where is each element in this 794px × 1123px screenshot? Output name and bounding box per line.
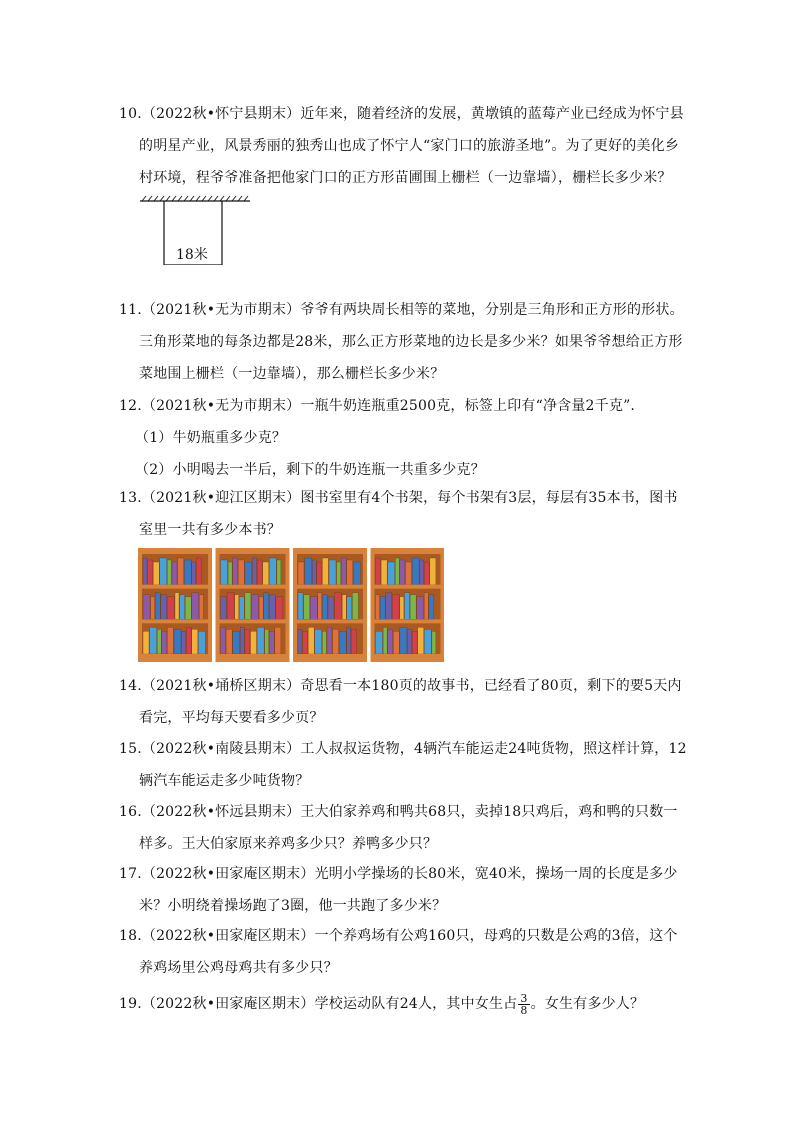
- question-10-line-3: 村环境，程爷爷准备把他家门口的正方形苗圃围上栅栏（一边靠墙），栅栏长多少米？: [139, 170, 672, 186]
- book: [424, 562, 429, 585]
- book: [148, 560, 153, 585]
- book: [317, 562, 322, 585]
- book: [395, 558, 399, 585]
- book: [405, 593, 410, 620]
- book: [388, 629, 393, 654]
- book: [167, 560, 171, 585]
- book: [276, 597, 283, 620]
- book: [161, 595, 167, 620]
- book: [322, 631, 326, 654]
- book: [400, 597, 404, 620]
- book: [424, 593, 428, 620]
- book: [221, 560, 228, 585]
- book: [238, 560, 244, 585]
- book: [351, 629, 356, 654]
- book: [184, 560, 191, 585]
- book: [392, 595, 399, 620]
- book: [233, 558, 238, 585]
- question-12-line-1: 12.（2021秋•无为市期末）一瓶牛奶连瓶重2500克，标签上印有“净含量2千克”.: [119, 398, 636, 414]
- question-13: [119, 482, 679, 546]
- book: [150, 627, 157, 654]
- question-18-line-1: 18.（2022秋•田家庵区期末）一个养鸡场有公鸡160只，母鸡的只数是公鸡的3倍，这个: [119, 928, 678, 944]
- question-10-line-1: 10.（2022秋•怀宁县期末）近年来，随着经济的发展，黄墩镇的蓝莓产业已经成为怀宁县: [119, 106, 684, 122]
- shelf-board: [373, 619, 443, 623]
- book: [185, 597, 191, 620]
- question-15-line-2: 辆汽车能运走多少吨货物？: [139, 773, 310, 789]
- book: [245, 562, 252, 585]
- question-12-part-1: （1）牛奶瓶重多少克？: [135, 430, 287, 446]
- question-11: [119, 294, 684, 390]
- book: [386, 593, 392, 620]
- book: [312, 560, 316, 585]
- shelf-board: [295, 585, 365, 589]
- question-16: [119, 796, 679, 860]
- question-13-line-1: 13.（2021秋•迎江区期末）图书室里有4个书架，每个书架有3层，每层有35本书，图书: [119, 490, 678, 506]
- book: [233, 631, 240, 654]
- shelf-board: [140, 654, 210, 658]
- book: [376, 558, 381, 585]
- shelf-board: [295, 654, 365, 658]
- book: [192, 593, 199, 620]
- book: [192, 562, 196, 585]
- question-17-line-1: 17.（2022秋•田家庵区期末）光明小学操场的长80米，宽40米，操场一周的长度是多少: [119, 866, 678, 882]
- book: [252, 595, 259, 620]
- question-18: [119, 920, 679, 984]
- book: [352, 593, 358, 620]
- book: [178, 558, 184, 585]
- book: [167, 627, 173, 654]
- book: [235, 595, 239, 620]
- book: [275, 627, 281, 654]
- book: [155, 593, 160, 620]
- book: [310, 597, 317, 620]
- book: [221, 627, 226, 654]
- book: [160, 558, 167, 585]
- book: [174, 629, 181, 654]
- question-11-line-3: 菜地围上栅栏（一边靠墙），那么栅栏长多少米？: [139, 366, 445, 382]
- book: [408, 629, 412, 654]
- book: [383, 627, 387, 654]
- book: [153, 562, 159, 585]
- question-11-line-1: 11.（2021秋•无为市期末）爷爷有两块周长相等的菜地，分别是三角形和正方形的形状。: [119, 302, 684, 318]
- book: [175, 593, 179, 620]
- book: [329, 560, 336, 585]
- book: [337, 562, 341, 585]
- book: [257, 560, 262, 585]
- book: [303, 631, 308, 654]
- book: [376, 595, 380, 620]
- book: [430, 558, 436, 585]
- book: [269, 595, 275, 620]
- book: [253, 558, 257, 585]
- book: [298, 593, 303, 620]
- book: [347, 560, 353, 585]
- book: [388, 562, 395, 585]
- question-11-line-2: 三角形菜地的每条边都是28米，那么正方形菜地的边长是多少米？如果爷爷想给正方形: [139, 334, 683, 350]
- book: [257, 627, 264, 654]
- question-16-line-1: 16.（2022秋•怀远县期末）王大伯家养鸡和鸭共68只，卖掉18只鸡后，鸡和鸭的只数一: [119, 804, 678, 820]
- book: [240, 627, 244, 654]
- figure-side-length-label: 18米: [176, 247, 208, 263]
- book: [263, 562, 269, 585]
- book: [400, 627, 407, 654]
- book: [199, 595, 203, 620]
- question-10: [119, 98, 684, 194]
- shelf-board: [218, 585, 288, 589]
- book: [412, 631, 417, 654]
- book: [143, 631, 149, 654]
- book: [315, 629, 322, 654]
- book: [269, 631, 274, 654]
- book: [339, 631, 346, 654]
- book: [196, 558, 201, 585]
- question-16-line-2: 样多。王大伯家原来养鸡多少只？养鸭多少只？: [139, 836, 438, 852]
- book: [259, 597, 263, 620]
- book: [406, 562, 412, 585]
- book: [198, 631, 205, 654]
- book: [180, 595, 185, 620]
- book: [432, 631, 436, 654]
- book: [420, 560, 424, 585]
- bookshelves-image: [138, 548, 444, 662]
- book: [251, 631, 257, 654]
- question-18-line-2: 养鸡场里公鸡母鸡共有多少只？: [139, 960, 338, 976]
- book: [429, 595, 434, 620]
- question-10-line-2: 的明星产业，风景秀丽的独秀山也成了怀宁人“家门口的旅游圣地”。为了更好的美化乡: [139, 138, 680, 154]
- book: [151, 597, 155, 620]
- book: [226, 629, 232, 654]
- book: [172, 562, 177, 585]
- question-14: [119, 670, 682, 734]
- shelf-board: [140, 585, 210, 589]
- book: [265, 629, 269, 654]
- book: [228, 562, 232, 585]
- question-17: [119, 858, 679, 922]
- book: [353, 562, 360, 585]
- book: [400, 560, 405, 585]
- book: [393, 631, 399, 654]
- book: [167, 597, 174, 620]
- question-19: [119, 988, 679, 1020]
- shelf-board: [373, 654, 443, 658]
- book: [269, 558, 276, 585]
- question-19-line-1: 19.（2022秋•田家庵区期末）学校运动队有24人，其中女生占 $\frac{3}{8}$ 。女生有多少人？: [119, 991, 645, 1017]
- book: [186, 627, 191, 654]
- book: [424, 629, 431, 654]
- book: [143, 595, 150, 620]
- question-17-line-2: 米？小明绕着操场跑了3圈，他一共跑了多少米？: [139, 898, 447, 914]
- book: [381, 560, 387, 585]
- book: [417, 597, 424, 620]
- shelf-board: [373, 585, 443, 589]
- book: [327, 627, 332, 654]
- book: [333, 629, 339, 654]
- book: [410, 595, 416, 620]
- question-13-line-2: 室里一共有多少本书？: [139, 522, 281, 538]
- book: [245, 593, 251, 620]
- book: [192, 629, 198, 654]
- question-14-line-1: 14.（2021秋•埇桥区期末）奇思看一本180页的故事书，已经看了80页，剩下的要5天内: [119, 678, 682, 694]
- book: [342, 595, 346, 620]
- book: [264, 593, 269, 620]
- book: [157, 629, 161, 654]
- book: [376, 631, 383, 654]
- question-14-line-2: 看完，平均每天要看多少页？: [139, 710, 324, 726]
- shelf-board: [140, 619, 210, 623]
- fraction-three-eighths: $\frac{3}{8}$: [520, 991, 528, 1017]
- question-12: [119, 390, 679, 486]
- book: [322, 558, 328, 585]
- book: [304, 595, 310, 620]
- book: [322, 595, 327, 620]
- book: [347, 627, 351, 654]
- book: [418, 627, 424, 654]
- question-15: [119, 733, 687, 797]
- book: [277, 560, 281, 585]
- book: [298, 562, 304, 585]
- question-15-line-1: 15.（2022秋•南陵县期末）工人叔叔运货物，4辆汽车能运走24吨货物，照这样计算，12: [119, 741, 687, 757]
- book: [318, 593, 322, 620]
- book: [162, 631, 167, 654]
- shelf-board: [218, 619, 288, 623]
- book: [221, 597, 227, 620]
- book: [245, 629, 250, 654]
- shelf-board: [218, 654, 288, 658]
- book: [182, 631, 186, 654]
- book: [347, 597, 352, 620]
- book: [341, 558, 346, 585]
- book: [305, 558, 312, 585]
- question-12-part-2: （2）小明喝去一半后，剩下的牛奶连瓶一共重多少克？: [135, 462, 485, 478]
- book: [308, 627, 314, 654]
- book: [380, 597, 385, 620]
- book: [335, 593, 342, 620]
- book: [239, 597, 244, 620]
- shelf-board: [295, 619, 365, 623]
- book: [143, 558, 147, 585]
- book: [298, 629, 302, 654]
- book: [328, 597, 334, 620]
- book: [412, 558, 419, 585]
- book: [227, 593, 234, 620]
